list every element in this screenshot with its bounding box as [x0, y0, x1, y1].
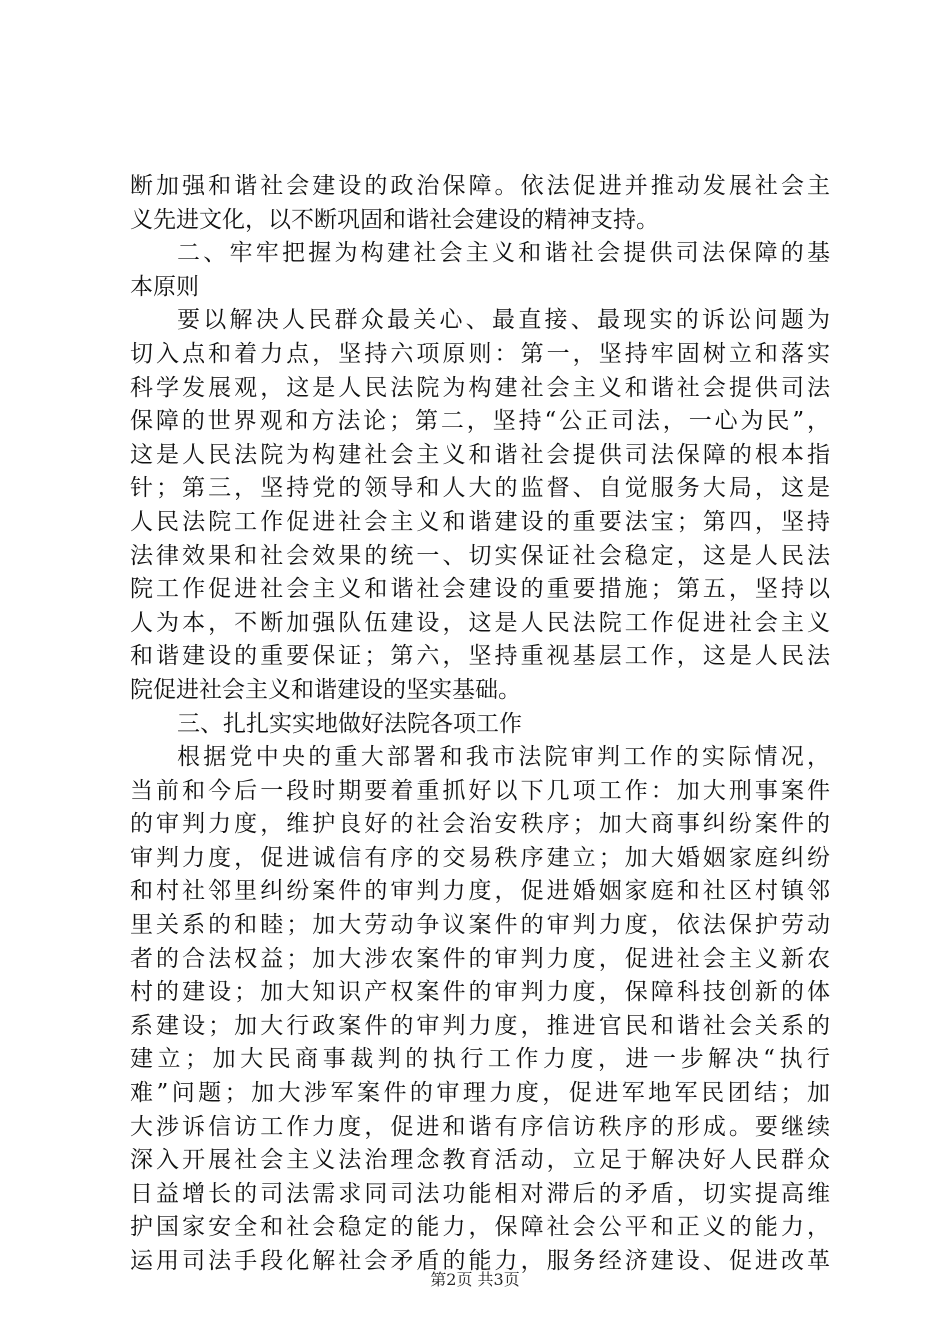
text-line: 里关系的和睦；加大劳动争议案件的审判力度，依法保护劳动	[130, 912, 830, 939]
text-line: 和村社邻里纠纷案件的审判力度，促进婚姻家庭和社区村镇邻	[130, 878, 830, 905]
text-line: 切入点和着力点，坚持六项原则：第一，坚持牢固树立和落实	[130, 340, 830, 367]
text-line: 运用司法手段化解社会矛盾的能力，服务经济建设、促进改革	[130, 1248, 830, 1274]
text-line: 大涉诉信访工作力度，促进和谐有序信访秩序的形成。要继续	[130, 1113, 830, 1140]
page-footer: 第2页 共3页	[430, 1270, 520, 1289]
text-line: 和谐建设的重要保证；第六，坚持重视基层工作，这是人民法	[130, 643, 830, 670]
text-line: 院促进社会主义和谐建设的坚实基础。	[130, 676, 521, 703]
text-line: 保障的世界观和方法论；第二，坚持“公正司法，一心为民”，	[130, 408, 830, 435]
text-line: 难”问题；加大涉军案件的审理力度，促进军地军民团结；加	[130, 1080, 830, 1107]
text-line: 科学发展观，这是人民法院为构建社会主义和谐社会提供司法	[130, 374, 830, 401]
text-line: 系建设；加大行政案件的审判力度，推进官民和谐社会关系的	[130, 1012, 830, 1039]
text-line: 针；第三，坚持党的领导和人大的监督、自觉服务大局，这是	[130, 475, 830, 502]
text-line: 者的合法权益；加大涉农案件的审判力度，促进社会主义新农	[130, 945, 830, 972]
text-line: 这是人民法院为构建社会主义和谐社会提供司法保障的根本指	[130, 441, 830, 468]
text-line: 本原则	[130, 273, 199, 300]
text-line: 人为本，不断加强队伍建设，这是人民法院工作促进社会主义	[130, 609, 830, 636]
text-line: 断加强和谐社会建设的政治保障。依法促进并推动发展社会主	[130, 173, 830, 199]
text-line: 日益增长的司法需求同司法功能相对滞后的矛盾，切实提高维	[130, 1180, 830, 1207]
text-line: 的审判力度，维护良好的社会治安秩序；加大商事纠纷案件的	[130, 811, 830, 838]
text-line: 人民法院工作促进社会主义和谐建设的重要法宝；第四，坚持	[130, 508, 830, 535]
text-line: 义先进文化，以不断巩固和谐社会建设的精神支持。	[130, 206, 659, 233]
document-body	[130, 170, 830, 1279]
text-line: 三、扎扎实实地做好法院各项工作	[177, 710, 522, 737]
text-line: 根据党中央的重大部署和我市法院审判工作的实际情况，	[177, 744, 830, 771]
text-line: 当前和今后一段时期要着重抓好以下几项工作：加大刑事案件	[130, 777, 830, 804]
text-line: 村的建设；加大知识产权案件的审判力度，保障科技创新的体	[130, 979, 830, 1006]
text-line: 院工作促进社会主义和谐社会建设的重要措施；第五，坚持以	[130, 576, 830, 603]
text-line: 审判力度，促进诚信有序的交易秩序建立；加大婚姻家庭纠纷	[130, 844, 830, 871]
text-line: 法律效果和社会效果的统一、切实保证社会稳定，这是人民法	[130, 542, 830, 569]
text-line: 护国家安全和社会稳定的能力，保障社会公平和正义的能力，	[130, 1214, 830, 1241]
text-line: 建立；加大民商事裁判的执行工作力度，进一步解决“执行	[130, 1046, 830, 1073]
text-line: 要以解决人民群众最关心、最直接、最现实的诉讼问题为	[177, 307, 830, 334]
text-line: 二、牢牢把握为构建社会主义和谐社会提供司法保障的基	[177, 240, 830, 267]
text-line: 深入开展社会主义法治理念教育活动，立足于解决好人民群众	[130, 1147, 830, 1174]
